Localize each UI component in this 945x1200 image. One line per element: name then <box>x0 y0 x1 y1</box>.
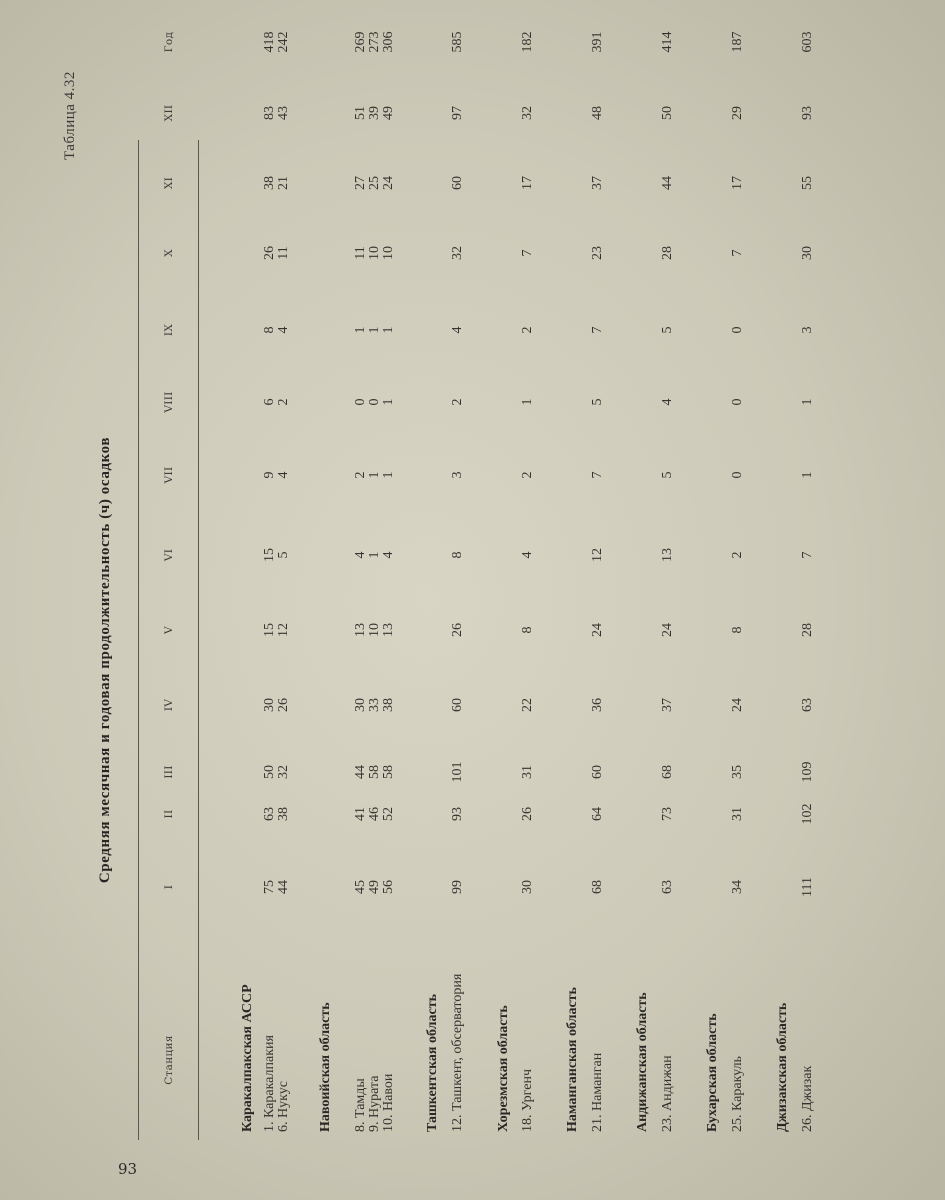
table-cell: 63 <box>660 880 675 894</box>
table-cell: 93 <box>800 106 815 120</box>
table-cell: 17 <box>520 176 535 190</box>
table-cell: 10 <box>367 623 382 637</box>
table-cell: 26 <box>520 807 535 821</box>
table-cell: 7 <box>800 551 815 559</box>
header-bottom-rule <box>198 140 199 1140</box>
column-header-11: XI <box>163 176 175 190</box>
table-cell: 75 <box>262 880 277 894</box>
group-heading: Андижанская область <box>635 992 650 1132</box>
table-cell: 31 <box>730 807 745 821</box>
table-cell: 1 <box>381 471 396 479</box>
table-cell: 1 <box>367 326 382 334</box>
station-name: 26. Джизак <box>800 1065 815 1132</box>
table-cell: 8 <box>450 551 465 559</box>
table-cell: 49 <box>381 106 396 120</box>
table-cell: 5 <box>276 551 291 559</box>
table-cell: 12 <box>590 548 605 562</box>
column-header-5: V <box>163 626 175 634</box>
table-cell: 52 <box>381 807 396 821</box>
group-heading: Навоийская область <box>318 1002 333 1132</box>
table-cell: 418 <box>262 31 277 53</box>
table-cell: 3 <box>450 471 465 479</box>
table-cell: 306 <box>381 31 396 53</box>
column-header-9: IX <box>163 323 175 337</box>
station-name: 25. Каракуль <box>730 1056 745 1132</box>
table-cell: 46 <box>367 807 382 821</box>
table-cell: 9 <box>262 471 277 479</box>
table-cell: 11 <box>276 246 291 260</box>
table-cell: 0 <box>730 326 745 334</box>
table-cell: 2 <box>276 398 291 406</box>
column-header-1: I <box>163 884 175 890</box>
table-cell: 58 <box>381 765 396 779</box>
table-cell: 63 <box>262 807 277 821</box>
table-cell: 21 <box>276 176 291 190</box>
table-cell: 32 <box>520 106 535 120</box>
table-cell: 24 <box>381 176 396 190</box>
table-cell: 10 <box>381 246 396 260</box>
table-cell: 6 <box>262 398 277 406</box>
table-cell: 4 <box>450 326 465 334</box>
table-cell: 8 <box>262 326 277 334</box>
table-cell: 7 <box>590 471 605 479</box>
table-cell: 269 <box>353 31 368 53</box>
table-cell: 2 <box>520 471 535 479</box>
group-heading: Наманганская область <box>565 987 580 1132</box>
table-cell: 36 <box>590 698 605 712</box>
table-cell: 182 <box>520 31 535 53</box>
table-cell: 30 <box>800 246 815 260</box>
table-cell: 34 <box>730 880 745 894</box>
column-header-10: X <box>163 249 175 257</box>
table-cell: 55 <box>800 176 815 190</box>
station-name: 8. Тамды <box>353 1078 368 1132</box>
table-cell: 4 <box>660 398 675 406</box>
table-cell: 32 <box>276 765 291 779</box>
table-cell: 97 <box>450 106 465 120</box>
table-cell: 63 <box>800 698 815 712</box>
table-title: Средняя месячная и годовая продолжительность (ч) осадков <box>97 436 113 884</box>
group-heading: Ташкентская область <box>425 994 440 1132</box>
table-cell: 1 <box>367 551 382 559</box>
table-cell: 23 <box>590 246 605 260</box>
table-cell: 585 <box>450 31 465 53</box>
column-header-8: VIII <box>163 391 175 413</box>
table-cell: 2 <box>353 471 368 479</box>
table-cell: 24 <box>590 623 605 637</box>
table-cell: 1 <box>367 471 382 479</box>
table-cell: 2 <box>450 398 465 406</box>
table-cell: 111 <box>800 877 815 897</box>
column-header-13: Год <box>163 31 175 53</box>
table-cell: 1 <box>381 398 396 406</box>
table-cell: 58 <box>367 765 382 779</box>
station-name: 6. Нукус <box>276 1081 291 1132</box>
table-cell: 4 <box>381 551 396 559</box>
table-cell: 102 <box>800 803 815 825</box>
table-cell: 5 <box>660 471 675 479</box>
table-cell: 49 <box>367 880 382 894</box>
table-cell: 187 <box>730 31 745 53</box>
table-cell: 27 <box>353 176 368 190</box>
table-cell: 64 <box>590 807 605 821</box>
table-cell: 28 <box>660 246 675 260</box>
column-header-12: XII <box>163 104 175 122</box>
table-cell: 32 <box>450 246 465 260</box>
column-header-6: VI <box>163 548 175 562</box>
table-cell: 0 <box>730 471 745 479</box>
station-name: 1. Каракалпакия <box>262 1035 277 1132</box>
station-name: 23. Андижан <box>660 1055 675 1132</box>
table-cell: 11 <box>353 246 368 260</box>
table-cell: 44 <box>276 880 291 894</box>
table-cell: 38 <box>381 698 396 712</box>
table-cell: 10 <box>367 246 382 260</box>
table-cell: 13 <box>660 548 675 562</box>
table-cell: 2 <box>520 326 535 334</box>
column-header-3: III <box>163 765 175 779</box>
table-cell: 273 <box>367 31 382 53</box>
table-number: Таблица 4.32 <box>62 71 78 160</box>
table-cell: 24 <box>660 623 675 637</box>
table-cell: 1 <box>520 398 535 406</box>
table-cell: 391 <box>590 31 605 53</box>
column-header-station: Станция <box>163 1035 175 1085</box>
table-cell: 41 <box>353 807 368 821</box>
table-cell: 5 <box>590 398 605 406</box>
table-cell: 24 <box>730 698 745 712</box>
table-cell: 44 <box>660 176 675 190</box>
table-cell: 48 <box>590 106 605 120</box>
table-cell: 26 <box>450 623 465 637</box>
table-cell: 43 <box>276 106 291 120</box>
table-cell: 0 <box>367 398 382 406</box>
table-cell: 37 <box>660 698 675 712</box>
table-cell: 4 <box>276 326 291 334</box>
table-cell: 8 <box>730 626 745 634</box>
table-cell: 38 <box>276 807 291 821</box>
column-header-4: IV <box>163 698 175 712</box>
table-cell: 101 <box>450 761 465 783</box>
table-cell: 35 <box>730 765 745 779</box>
table-cell: 31 <box>520 765 535 779</box>
group-heading: Джизакская область <box>775 1002 790 1132</box>
station-name: 21. Наманган <box>590 1052 605 1132</box>
table-cell: 25 <box>367 176 382 190</box>
table-cell: 99 <box>450 880 465 894</box>
table-cell: 1 <box>353 326 368 334</box>
table-cell: 60 <box>450 176 465 190</box>
table-cell: 7 <box>520 249 535 257</box>
table-cell: 5 <box>660 326 675 334</box>
table-cell: 4 <box>276 471 291 479</box>
table-cell: 30 <box>262 698 277 712</box>
station-name: 10. Навои <box>381 1073 396 1132</box>
table-cell: 39 <box>367 106 382 120</box>
table-cell: 44 <box>353 765 368 779</box>
table-cell: 17 <box>730 176 745 190</box>
table-cell: 13 <box>353 623 368 637</box>
table-cell: 56 <box>381 880 396 894</box>
table-cell: 1 <box>800 471 815 479</box>
table-cell: 414 <box>660 31 675 53</box>
table-cell: 68 <box>590 880 605 894</box>
station-name: 12. Ташкент, обсерватория <box>450 973 465 1132</box>
table-cell: 51 <box>353 106 368 120</box>
group-heading: Бухарская область <box>705 1013 720 1132</box>
table-cell: 1 <box>800 398 815 406</box>
table-cell: 8 <box>520 626 535 634</box>
table-cell: 0 <box>353 398 368 406</box>
group-heading: Хорезмская область <box>496 1005 511 1132</box>
table-cell: 30 <box>520 880 535 894</box>
table-cell: 0 <box>730 398 745 406</box>
table-cell: 38 <box>262 176 277 190</box>
table-cell: 15 <box>262 623 277 637</box>
table-cell: 50 <box>660 106 675 120</box>
table-cell: 73 <box>660 807 675 821</box>
table-cell: 2 <box>730 551 745 559</box>
station-name: 9. Нурата <box>367 1075 382 1132</box>
station-name: 18. Ургенч <box>520 1069 535 1132</box>
table-cell: 7 <box>590 326 605 334</box>
table-cell: 603 <box>800 31 815 53</box>
table-cell: 7 <box>730 249 745 257</box>
column-header-2: II <box>163 809 175 819</box>
table-cell: 29 <box>730 106 745 120</box>
table-cell: 109 <box>800 761 815 783</box>
table-cell: 37 <box>590 176 605 190</box>
table-cell: 3 <box>800 326 815 334</box>
table-cell: 60 <box>450 698 465 712</box>
table-cell: 33 <box>367 698 382 712</box>
table-cell: 26 <box>262 246 277 260</box>
table-cell: 68 <box>660 765 675 779</box>
table-cell: 4 <box>520 551 535 559</box>
table-cell: 242 <box>276 31 291 53</box>
header-top-rule <box>138 140 139 1140</box>
table-cell: 45 <box>353 880 368 894</box>
column-header-7: VII <box>163 466 175 484</box>
page-number: 93 <box>118 1160 138 1178</box>
table-cell: 4 <box>353 551 368 559</box>
table-cell: 12 <box>276 623 291 637</box>
table-cell: 26 <box>276 698 291 712</box>
table-cell: 60 <box>590 765 605 779</box>
table-cell: 15 <box>262 548 277 562</box>
table-cell: 93 <box>450 807 465 821</box>
table-cell: 83 <box>262 106 277 120</box>
table-cell: 28 <box>800 623 815 637</box>
table-cell: 30 <box>353 698 368 712</box>
table-cell: 13 <box>381 623 396 637</box>
table-cell: 50 <box>262 765 277 779</box>
table-cell: 22 <box>520 698 535 712</box>
table-cell: 1 <box>381 326 396 334</box>
group-heading: Каракалпакская АССР <box>240 984 255 1132</box>
